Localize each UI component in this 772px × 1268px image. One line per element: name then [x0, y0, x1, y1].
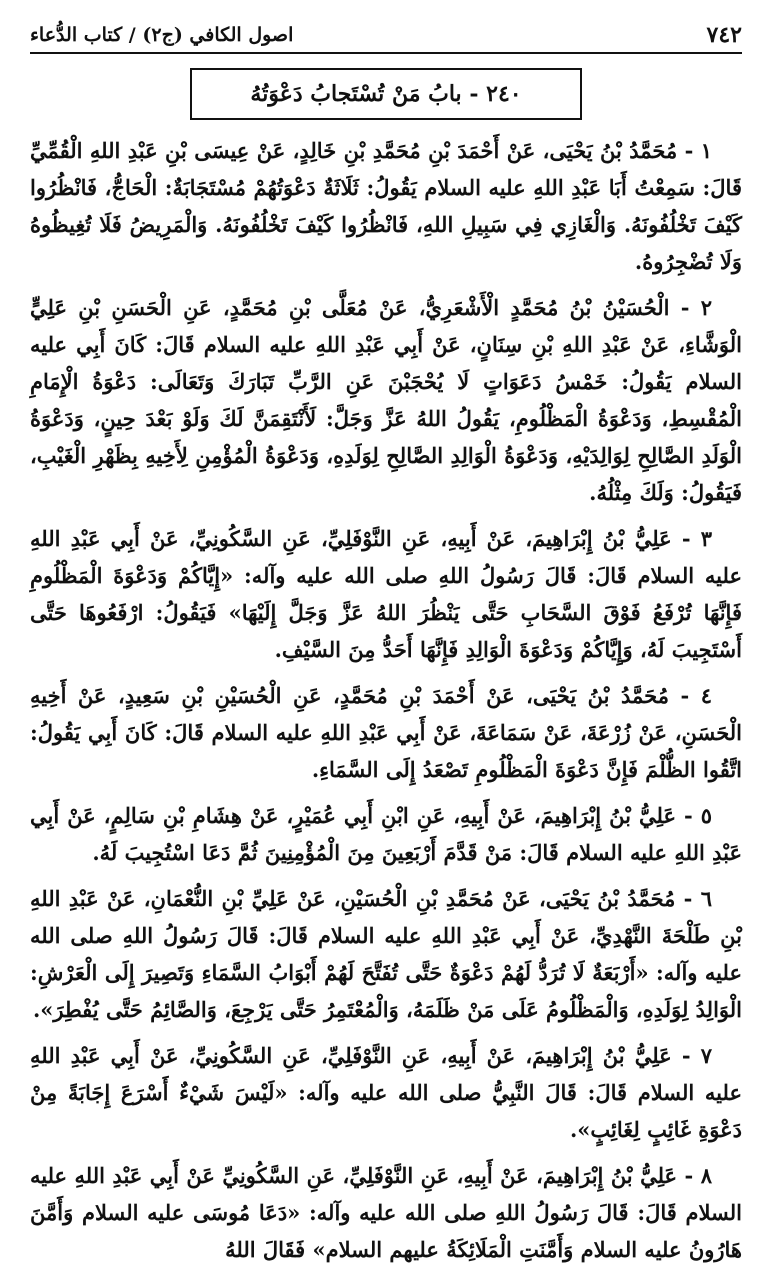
running-title: اصول الكافي (ج٢) / كتاب الدُّعاء: [30, 24, 294, 46]
hadith-1: ١ - مُحَمَّدُ بْنُ يَحْيَى، عَنْ أَحْمَدَ بْنِ مُحَمَّدِ بْنِ خَالِدٍ، عَنْ عِيسَى بْنِ عَبْدِ اللهِ الْقُمِّيِّ قَالَ: سَمِعْتُ أَبَا عَبْدِ اللهِ عليه السلام يَقُولُ: ثَلَاثَةٌ دَعْوَتُهُمْ مُسْتَجَابَةٌ: الْحَاجُّ، فَانْظُرُوا كَيْفَ تَخْلُفُونَهُ. وَالْغَازِي فِي سَبِيلِ اللهِ، فَانْظُرُوا كَيْفَ تَخْلُفُونَهُ. وَالْمَرِيضُ فَلَا تُغِيظُوهُ وَلَا تُضْجِرُوهُ.: [30, 138, 742, 274]
hadith-3: ٣ - عَلِيُّ بْنُ إِبْرَاهِيمَ، عَنْ أَبِيهِ، عَنِ النَّوْفَلِيِّ، عَنِ السَّكُونِيِّ، عَنْ أَبِي عَبْدِ اللهِ عليه السلام قَالَ: قَالَ رَسُولُ اللهِ صلى الله عليه وآله: «إِيَّاكُمْ وَدَعْوَةَ الْمَظْلُومِ فَإِنَّهَا تُرْفَعُ فَوْقَ السَّحَابِ حَتَّى يَنْظُرَ اللهُ عَزَّ وَجَلَّ إِلَيْهَا» فَيَقُولُ: ارْفَعُوهَا حَتَّى أَسْتَجِيبَ لَهُ، وَإِيَّاكُمْ وَدَعْوَةَ الْوَالِدِ فَإِنَّهَا أَحَدُّ مِنَ السَّيْفِ.: [30, 526, 742, 662]
hadith-5: ٥ - عَلِيُّ بْنُ إِبْرَاهِيمَ، عَنْ أَبِيهِ، عَنِ ابْنِ أَبِي عُمَيْرٍ، عَنْ هِشَامِ بْنِ سَالِمٍ، عَنْ أَبِي عَبْدِ اللهِ عليه السلام قَالَ: مَنْ قَدَّمَ أَرْبَعِينَ مِنَ الْمُؤْمِنِينَ ثُمَّ دَعَا اسْتُجِيبَ لَهُ.: [30, 803, 742, 865]
hadith-4: ٤ - مُحَمَّدُ بْنُ يَحْيَى، عَنْ أَحْمَدَ بْنِ مُحَمَّدٍ، عَنِ الْحُسَيْنِ بْنِ سَعِيدٍ، عَنْ أَخِيهِ الْحَسَنِ، عَنْ زُرْعَةَ، عَنْ سَمَاعَةَ، عَنْ أَبِي عَبْدِ اللهِ عليه السلام قَالَ: كَانَ أَبِي يَقُولُ: اتَّقُوا الظُّلْمَ فَإِنَّ دَعْوَةَ الْمَظْلُومِ تَصْعَدُ إِلَى السَّمَاءِ.: [30, 683, 742, 782]
hadith-6: ٦ - مُحَمَّدُ بْنُ يَحْيَى، عَنْ مُحَمَّدِ بْنِ الْحُسَيْنِ، عَنْ عَلِيِّ بْنِ النُّعْمَانِ، عَنْ عَبْدِ اللهِ بْنِ طَلْحَةَ النَّهْدِيِّ، عَنْ أَبِي عَبْدِ اللهِ عليه السلام قَالَ: قَالَ رَسُولُ اللهِ صلى الله عليه وآله: «أَرْبَعَةٌ لَا تُرَدُّ لَهُمْ دَعْوَةٌ حَتَّى تُفَتَّحَ لَهُمْ أَبْوَابُ السَّمَاءِ وَتَصِيرَ إِلَى الْعَرْشِ: الْوَالِدُ لِوَلَدِهِ، وَالْمَظْلُومُ عَلَى مَنْ ظَلَمَهُ، وَالْمُعْتَمِرُ حَتَّى يَرْجِعَ، وَالصَّائِمُ حَتَّى يُفْطِرَ».: [30, 886, 742, 1022]
page-number: ٧٤٢: [706, 22, 742, 48]
page-header: [30, 18, 742, 54]
chapter-title-box: [190, 68, 582, 120]
chapter-title: ٢٤٠ - بابُ مَنْ تُسْتَجابُ دَعْوَتُهُ: [250, 81, 522, 107]
hadith-7: ٧ - عَلِيُّ بْنُ إِبْرَاهِيمَ، عَنْ أَبِيهِ، عَنِ النَّوْفَلِيِّ، عَنِ السَّكُونِيِّ، عَنْ أَبِي عَبْدِ اللهِ عليه السلام قَالَ: قَالَ النَّبِيُّ صلى الله عليه وآله: «لَيْسَ شَيْءٌ أَسْرَعَ إِجَابَةً مِنْ دَعْوَةِ غَائِبٍ لِغَائِبٍ».: [30, 1043, 742, 1142]
hadith-8: ٨ - عَلِيُّ بْنُ إِبْرَاهِيمَ، عَنْ أَبِيهِ، عَنِ النَّوْفَلِيِّ، عَنِ السَّكُونِيِّ عَنْ أَبِي عَبْدِ اللهِ عليه السلام قَالَ: قَالَ رَسُولُ اللهِ صلى الله عليه وآله: «دَعَا مُوسَى عليه السلام وَأَمَّنَ هَارُونُ عليه السلام وَأَمَّنَتِ الْمَلَائِكَةُ عليهم السلام» فَقَالَ اللهُ: [30, 1163, 742, 1262]
hadith-list: [30, 132, 742, 1262]
hadith-2: ٢ - الْحُسَيْنُ بْنُ مُحَمَّدٍ الْأَشْعَرِيُّ، عَنْ مُعَلَّى بْنِ مُحَمَّدٍ، عَنِ الْحَسَنِ بْنِ عَلِيٍّ الْوَشَّاءِ، عَنْ عَبْدِ اللهِ بْنِ سِنَانٍ، عَنْ أَبِي عَبْدِ اللهِ عليه السلام قَالَ: كَانَ أَبِي عليه السلام يَقُولُ: خَمْسُ دَعَوَاتٍ لَا يُحْجَبْنَ عَنِ الرَّبِّ تَبَارَكَ وَتَعَالَى: دَعْوَةُ الْإِمَامِ الْمُقْسِطِ، وَدَعْوَةُ الْمَظْلُومِ، يَقُولُ اللهُ عَزَّ وَجَلَّ: لَأَنْتَقِمَنَّ لَكَ وَلَوْ بَعْدَ حِينٍ، وَدَعْوَةُ الْوَلَدِ الصَّالِحِ لِوَالِدَيْهِ، وَدَعْوَةُ الْوَالِدِ الصَّالِحِ لِوَلَدِهِ، وَدَعْوَةُ الْمُؤْمِنِ لِأَخِيهِ بِظَهْرِ الْغَيْبِ، فَيَقُولُ: وَلَكَ مِثْلُهُ.: [30, 295, 742, 505]
